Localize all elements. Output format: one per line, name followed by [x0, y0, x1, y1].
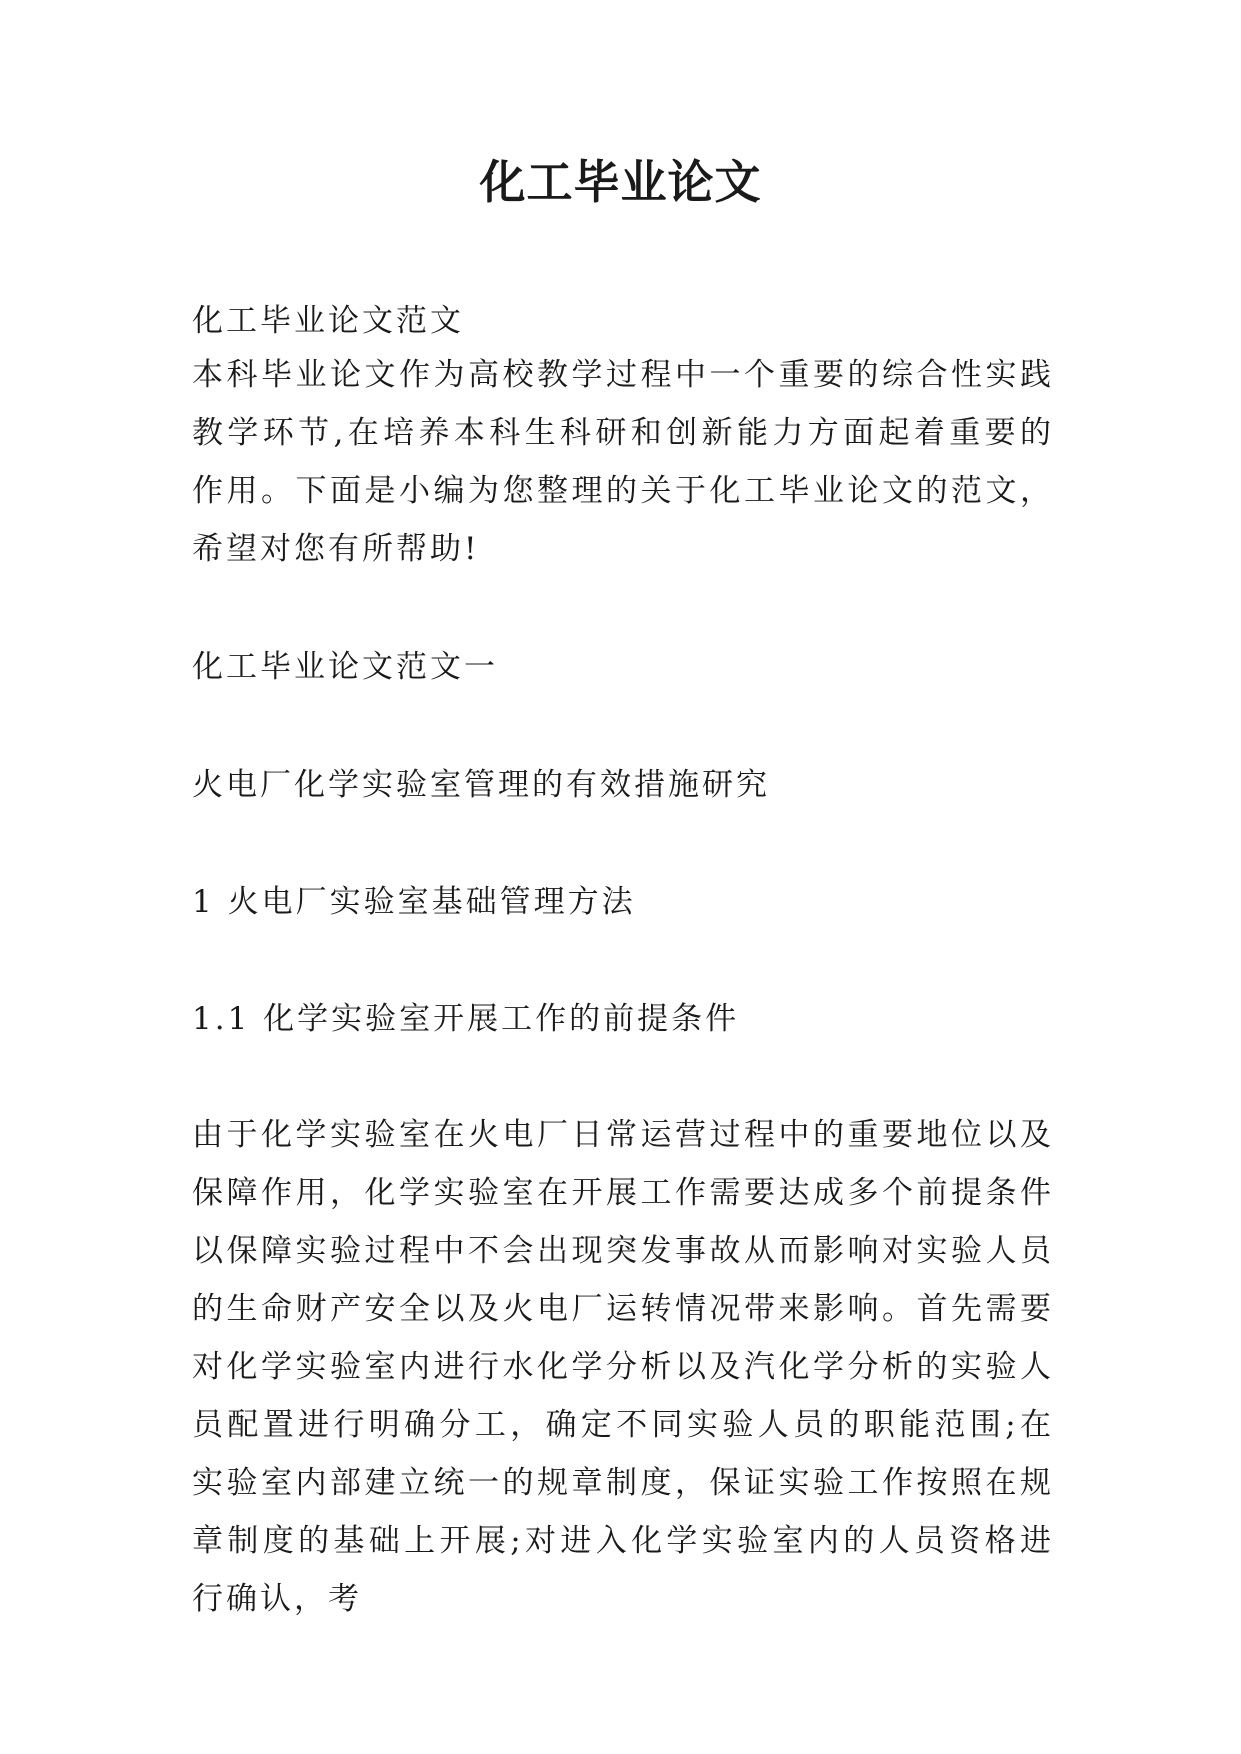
heading-level-2: 1.1 化学实验室开展工作的前提条件: [192, 1001, 740, 1037]
heading-level-1: 1 火电厂实验室基础管理方法: [192, 884, 636, 920]
document-subtitle: 化工毕业论文范文: [192, 303, 464, 339]
intro-paragraph: 本科毕业论文作为高校教学过程中一个重要的综合性实践教学环节,在培养本科生科研和创新能力方面起着重要的作用。下面是小编为您整理的关于化工毕业论文的范文，希望对您有所帮助!: [192, 357, 1054, 567]
article-title: 火电厂化学实验室管理的有效措施研究: [192, 767, 770, 803]
document-title: 化工毕业论文: [479, 155, 762, 209]
section-heading: 化工毕业论文范文一: [192, 649, 498, 685]
body-paragraph: 由于化学实验室在火电厂日常运营过程中的重要地位以及保障作用，化学实验室在开展工作需要达成多个前提条件以保障实验过程中不会出现突发事故从而影响对实验人员的生命财产安全以及火电厂运转情况带来影响。首先需要对化学实验室内进行水化学分析以及汽化学分析的实验人员配置进行明确分工，确定不同实验人员的职能范围;在实验室内部建立统一的规章制度，保证实验工作按照在规章制度的基础上开展;对进入化学实验室内的人员资格进行确认，考: [192, 1117, 1054, 1617]
